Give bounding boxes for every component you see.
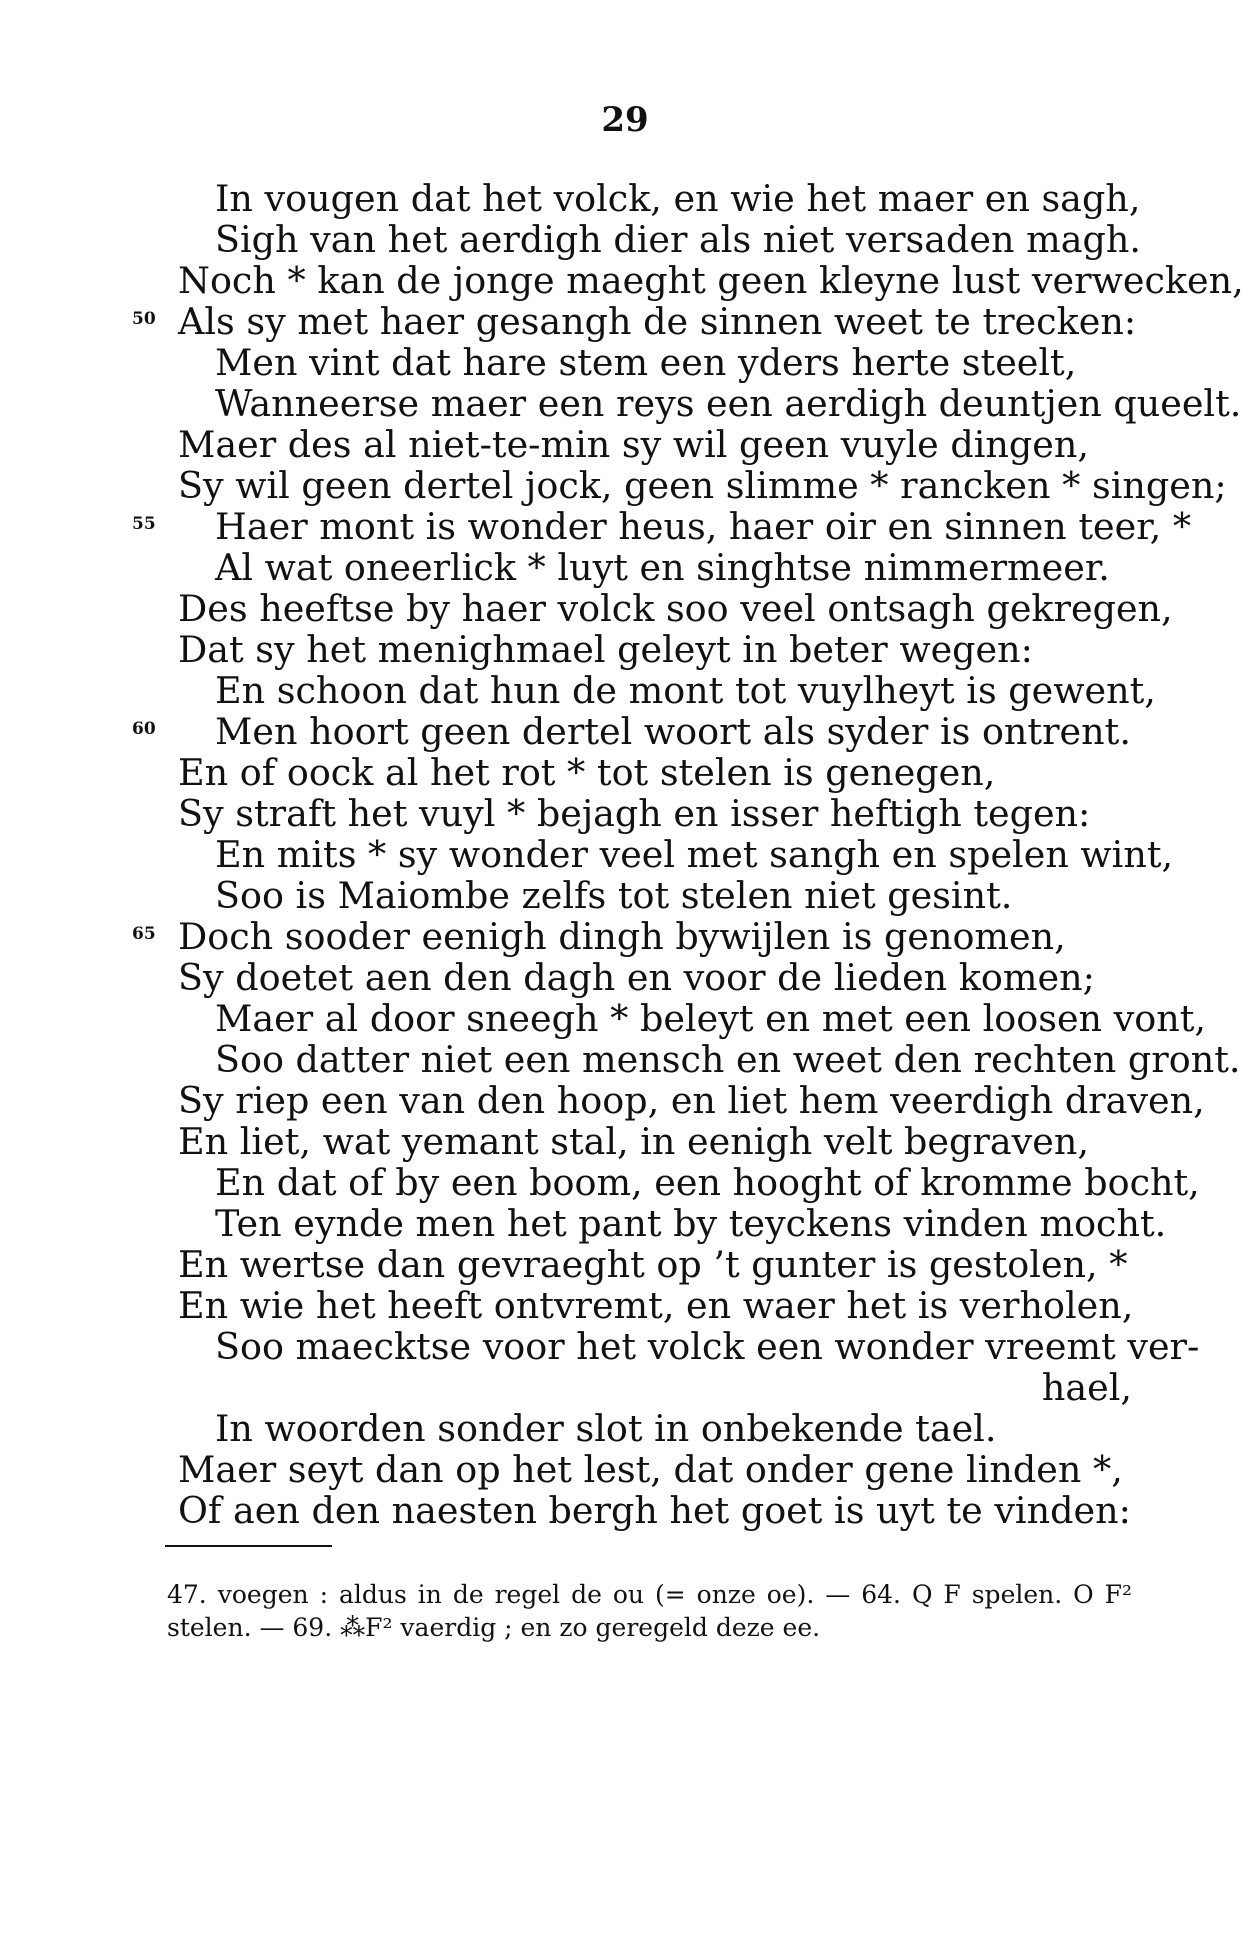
poem-line — [0, 711, 1250, 752]
poem-line-text: Des heeftse by haer volck soo veel ontsagh gekregen, — [178, 587, 1173, 630]
line-number: 55 — [132, 514, 156, 534]
line-number: 65 — [132, 924, 156, 944]
poem-line — [0, 1490, 1250, 1531]
line-number: 60 — [132, 719, 156, 739]
poem-line — [0, 301, 1250, 342]
poem-line-text: Soo maecktse voor het volck een wonder vreemt ver- — [215, 1325, 1200, 1368]
poem-line — [0, 957, 1250, 998]
poem-line — [0, 834, 1250, 875]
poem-line-text: Ten eynde men het pant by teyckens vinden mocht. — [215, 1202, 1167, 1245]
poem-line — [0, 1449, 1250, 1490]
poem-line-text: Sy wil geen dertel jock, geen slimme * rancken * singen; — [178, 464, 1227, 507]
poem-line-text: En dat of by een boom, een hooght of kromme bocht, — [215, 1161, 1200, 1204]
poem-line — [0, 1326, 1250, 1367]
poem-line-text: Sy riep een van den hoop, en liet hem veerdigh draven, — [178, 1079, 1205, 1122]
poem-line — [0, 629, 1250, 670]
poem-line-text: Sigh van het aerdigh dier als niet versaden magh. — [215, 218, 1141, 261]
poem-line-text: En wie het heeft ontvremt, en waer het is verholen, — [178, 1284, 1134, 1327]
poem-line-text: Of aen den naesten bergh het goet is uyt te vinden: — [178, 1489, 1131, 1532]
poem-line — [0, 1039, 1250, 1080]
poem-line-text: Als sy met haer gesangh de sinnen weet te trecken: — [178, 300, 1137, 343]
poem-line — [0, 506, 1250, 547]
poem-body — [0, 178, 1250, 1531]
poem-line-text: Soo datter niet een mensch en weet den rechten gront. — [215, 1038, 1241, 1081]
poem-line — [0, 875, 1250, 916]
poem-line — [0, 793, 1250, 834]
poem-line-text: Maer des al niet-te-min sy wil geen vuyle dingen, — [178, 423, 1089, 466]
poem-line-text: En liet, wat yemant stal, in eenigh velt begraven, — [178, 1120, 1089, 1163]
poem-line-text: Sy doetet aen den dagh en voor de lieden komen; — [178, 956, 1095, 999]
line-number: 50 — [132, 309, 156, 329]
poem-line — [0, 1244, 1250, 1285]
poem-line-text: Al wat oneerlick * luyt en singhtse nimmermeer. — [215, 546, 1110, 589]
poem-line — [0, 916, 1250, 957]
poem-line-text: In woorden sonder slot in onbekende tael. — [215, 1407, 997, 1450]
poem-line — [0, 1121, 1250, 1162]
poem-line-text: Dat sy het menighmael geleyt in beter wegen: — [178, 628, 1033, 671]
poem-line-text: Wanneerse maer een reys een aerdigh deuntjen queelt. — [215, 382, 1242, 425]
poem-line-text: Sy straft het vuyl * bejagh en isser heftigh tegen: — [178, 792, 1091, 835]
poem-line — [0, 1162, 1250, 1203]
poem-line — [0, 424, 1250, 465]
footnotes: 47. voegen : aldus in de regel de ou (= onze oe). — 64. Q F spelen. O F² stelen. — 69. ⁂F² vaerdig ; en zo geregeld deze ee. — [167, 1580, 1132, 1642]
poem-line-text: hael, — [1041, 1366, 1132, 1409]
poem-line-text: En schoon dat hun de mont tot vuylheyt is gewent, — [215, 669, 1156, 712]
poem-line — [0, 383, 1250, 424]
poem-line — [0, 1203, 1250, 1244]
poem-line-text: En mits * sy wonder veel met sangh en spelen wint, — [215, 833, 1174, 876]
poem-line — [0, 1080, 1250, 1121]
poem-line — [0, 178, 1250, 219]
poem-line-text: Soo is Maiombe zelfs tot stelen niet gesint. — [215, 874, 1013, 917]
poem-line — [0, 465, 1250, 506]
poem-line — [0, 342, 1250, 383]
poem-line — [0, 1367, 1250, 1408]
poem-line-text: Haer mont is wonder heus, haer oir en sinnen teer, * — [215, 505, 1192, 548]
poem-line — [0, 260, 1250, 301]
poem-line — [0, 588, 1250, 629]
poem-line-text: Men hoort geen dertel woort als syder is ontrent. — [215, 710, 1131, 753]
poem-line-text: En wertse dan gevraeght op ’t gunter is gestolen, * — [178, 1243, 1128, 1286]
poem-line-text: In vougen dat het volck, en wie het maer en sagh, — [215, 177, 1141, 220]
poem-line-text: Maer al door sneegh * beleyt en met een loosen vont, — [215, 997, 1207, 1040]
poem-line — [0, 752, 1250, 793]
poem-line-text: Maer seyt dan op het lest, dat onder gene linden *, — [178, 1448, 1123, 1491]
poem-line — [0, 670, 1250, 711]
poem-line — [0, 219, 1250, 260]
poem-line — [0, 998, 1250, 1039]
page-number: 29 — [601, 100, 649, 140]
poem-line-text: Men vint dat hare stem een yders herte steelt, — [215, 341, 1077, 384]
poem-line — [0, 1285, 1250, 1326]
poem-line-text: Doch sooder eenigh dingh bywijlen is genomen, — [178, 915, 1066, 958]
footnote-divider — [165, 1545, 332, 1547]
poem-line — [0, 547, 1250, 588]
poem-line-text: Noch * kan de jonge maeght geen kleyne lust verwecken, — [178, 259, 1244, 302]
poem-line — [0, 1408, 1250, 1449]
poem-line-text: En of oock al het rot * tot stelen is genegen, — [178, 751, 996, 794]
